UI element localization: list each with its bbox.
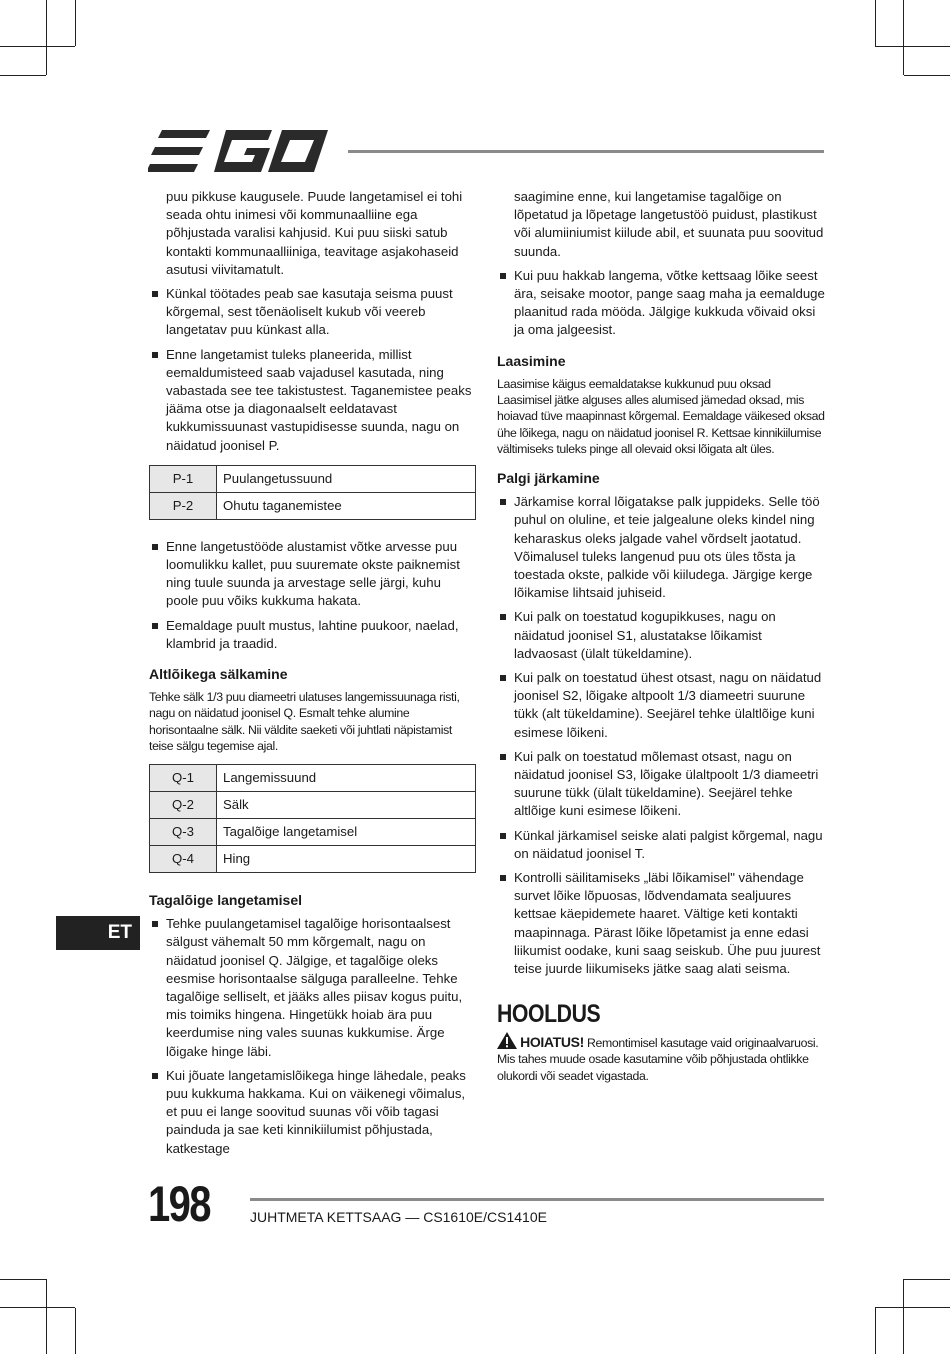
bullet-item: Kontrolli säilitamiseks „läbi lõikamisel" vähendage survet lõike lõpuosas, lõdvendamata sealjuures kettsae käepidemete haaret. Vältige keti kontakti maapinnaga. Pärast lõike lõpetamist ja enne edasi liikumist oodake, kuni saag seiskub. Ühe puu juurest teise juurde liikumiseks jätke saag alati seisma. [497, 869, 825, 978]
right-column [497, 188, 825, 1090]
legend-code: Q-4 [150, 846, 217, 873]
maintenance-heading: HOOLDUS [497, 1000, 601, 1029]
bullet-item: Järkamise korral lõigatakse palk juppideks. Selle töö puhul on oluline, et teie jalgealune oleks kindel ning keharaskus oleks jalgade vahel võrdselt jaotatud. Võimalusel tuleks langenud puu ots üles tõsta ja toestada okste, palkide või kiiludega. Järgige kerge lõikamise lihtsaid juhiseid. [497, 493, 825, 602]
footer-rule [250, 1198, 824, 1201]
legend-code: P-2 [150, 492, 217, 519]
legend-label: Ohutu taganemistee [217, 492, 476, 519]
legend-label: Puulangetussuund [217, 465, 476, 492]
legend-table-q [149, 764, 476, 873]
bullet-item: Tehke puulangetamisel tagalõige horisontaalsest sälgust vähemalt 50 mm kõrgemalt, nagu on näidatud joonisel Q. Jälgige, et tagalõige oleks eesmise horisontaalse sälguga paralleelne. Tehke tagalõige selliselt, et jääks alles piisav kogus puitu, mis toimiks hingena. Hingetükk hoiab ära puu keerdumise ning vales suunas kukkumise. Ärge lõigake hinge läbi. [149, 915, 476, 1061]
legend-label: Langemissuund [217, 765, 476, 792]
bullet-item: Enne langetustööde alustamist võtke arvesse puu loomulikku kallet, puu suuremate okste paiknemist ning tuule suunda ja arvestage selle järgi, kuhu poole puu võiks kukkuma hakata. [149, 538, 476, 611]
warning-block [497, 1032, 825, 1084]
table-row [150, 765, 476, 792]
crop-mark [0, 75, 46, 76]
crop-mark [75, 1308, 76, 1354]
bullet-item: Kui palk on toestatud kogupikkuses, nagu on näidatud joonisel S1, alustatakse lõikamist ladvaosast (ülalt tükeldamine). [497, 608, 825, 663]
crop-mark [0, 46, 75, 47]
section-heading: Altlõikega sälkamine [149, 666, 288, 683]
warning-text: Remontimisel kasutage vaid originaalvaruosi. Mis tahes muude osade kasutamine võib põhjustada ohtlikke olukordi või seadet vigastada. [497, 1036, 819, 1083]
crop-mark [75, 0, 76, 46]
crop-mark [904, 1279, 950, 1280]
legend-table-p [149, 465, 476, 520]
legend-label: Tagalõige langetamisel [217, 819, 476, 846]
bullet-item: Künkal töötades peab sae kasutaja seisma puust kõrgemal, sest tõenäoliselt kukub või veereb langetatav puu künkast alla. [149, 285, 476, 340]
crop-mark [0, 1279, 46, 1280]
bullet-item: Kui jõuate langetamislõikega hinge lähedale, peaks puu kukkuma hakkama. Kui on väikenegi võimalus, et puu ei lange soovitud suunas või võib tagasi painduda ja sae keti kinnikiilumist põhjustada, katkestage [149, 1067, 476, 1158]
footer-title: JUHTMETA KETTSAAG — CS1610E/CS1410E [250, 1209, 547, 1225]
crop-mark [875, 46, 950, 47]
crop-mark [903, 0, 904, 75]
warning-triangle-icon [497, 1032, 517, 1049]
crop-mark [875, 1307, 950, 1308]
bullet-item: Künkal järkamisel seiske alati palgist kõrgemal, nagu on näidatud joonisel T. [497, 827, 825, 863]
section-heading: Laasimine [497, 352, 566, 369]
bullet-item: Kui palk on toestatud ühest otsast, nagu on näidatud joonisel S2, lõigake altpoolt 1/3 diameetri suurune tükk (alt tükeldamine). Seejärel tehke ülaltlõige kuni esimese lõikeni. [497, 669, 825, 742]
crop-mark [875, 0, 876, 46]
crop-mark [903, 1279, 904, 1354]
left-column [149, 188, 476, 1164]
table-row [150, 492, 476, 519]
crop-mark [46, 0, 47, 75]
section-heading: Tagalõige langetamisel [149, 892, 303, 909]
bullet-item: Kui palk on toestatud mõlemast otsast, nagu on näidatud joonisel S3, lõigake ülaltpoolt 1/3 diameetri suurune tükk (ülalt tükeldamine). Seejärel tehke altlõige kuni esimese lõikeni. [497, 748, 825, 821]
bullet-item: Eemaldage puult mustus, lahtine puukoor, naelad, klambrid ja traadid. [149, 617, 476, 653]
header-rule [348, 150, 824, 153]
table-row [150, 465, 476, 492]
legend-code: P-1 [150, 465, 217, 492]
legend-code: Q-1 [150, 765, 217, 792]
section-text: Laasimise käigus eemaldatakse kukkunud puu oksad Laasimisel jätke alguses alles alumised jämedad oksad, mis hoiavad tüve maapinnast kõrgemal. Eemaldage väikesed oksad ühe lõikega, nagu on näidatud joonisel R. Kettsae kinnikiilumise vältimiseks tuleks pinge all olevaid oksi lõigata alt üles. [497, 376, 825, 456]
paragraph-continuation: puu pikkuse kaugusele. Puude langetamisel ei tohi seada ohtu inimesi või kommunaalliine ega põhjustada varalisi kahjusid. Kui puu siiski satub kontakti kommunaalliiniga, teavitage asjakohaseid asutusi viivitamatult. [166, 189, 463, 277]
section-heading: Palgi järkamine [497, 470, 600, 487]
crop-mark [46, 1279, 47, 1354]
warning-label: HOIATUS! [520, 1034, 584, 1051]
section-text: Tehke sälk 1/3 puu diameetri ulatuses langemissuunaga risti, nagu on näidatud joonisel Q. Esmalt tehke alumine horisontaalne sälk. Nii väldite saeketi või juhtlati näpistamist teise sälgu tegemise ajal. [149, 690, 460, 753]
crop-mark [875, 1308, 876, 1354]
bullet-item: Kui puu hakkab langema, võtke kettsaag lõike seest ära, seisake mootor, pange saag maha ja eemalduge plaanitud rada mööda. Jälgige kukkuda võivaid oksi ja oma jalgeesist. [497, 267, 825, 340]
crop-mark [0, 1307, 75, 1308]
page-number: 198 [148, 1176, 210, 1232]
table-row [150, 846, 476, 873]
legend-code: Q-2 [150, 792, 217, 819]
language-tab: ET [56, 916, 140, 950]
crop-mark [904, 75, 950, 76]
legend-code: Q-3 [150, 819, 217, 846]
ego-logo [148, 128, 332, 174]
table-row [150, 819, 476, 846]
legend-label: Sälk [217, 792, 476, 819]
table-row [150, 792, 476, 819]
paragraph-continuation: saagimine enne, kui langetamise tagalõige on lõpetatud ja lõpetage langetustöö puidust, plastikust või alumiiniumist kiilude abil, et suunata puu soovitud suunda. [514, 189, 824, 259]
bullet-item: Enne langetamist tuleks planeerida, millist eemaldumisteed saab vajadusel kasutada, ning vabastada see tee takistustest. Taganemistee peaks jääma otse ja diagonaalselt eeldatavast kukkumissuunast vastupidisesse suunda, nagu on näidatud joonisel P. [149, 346, 476, 455]
legend-label: Hing [217, 846, 476, 873]
